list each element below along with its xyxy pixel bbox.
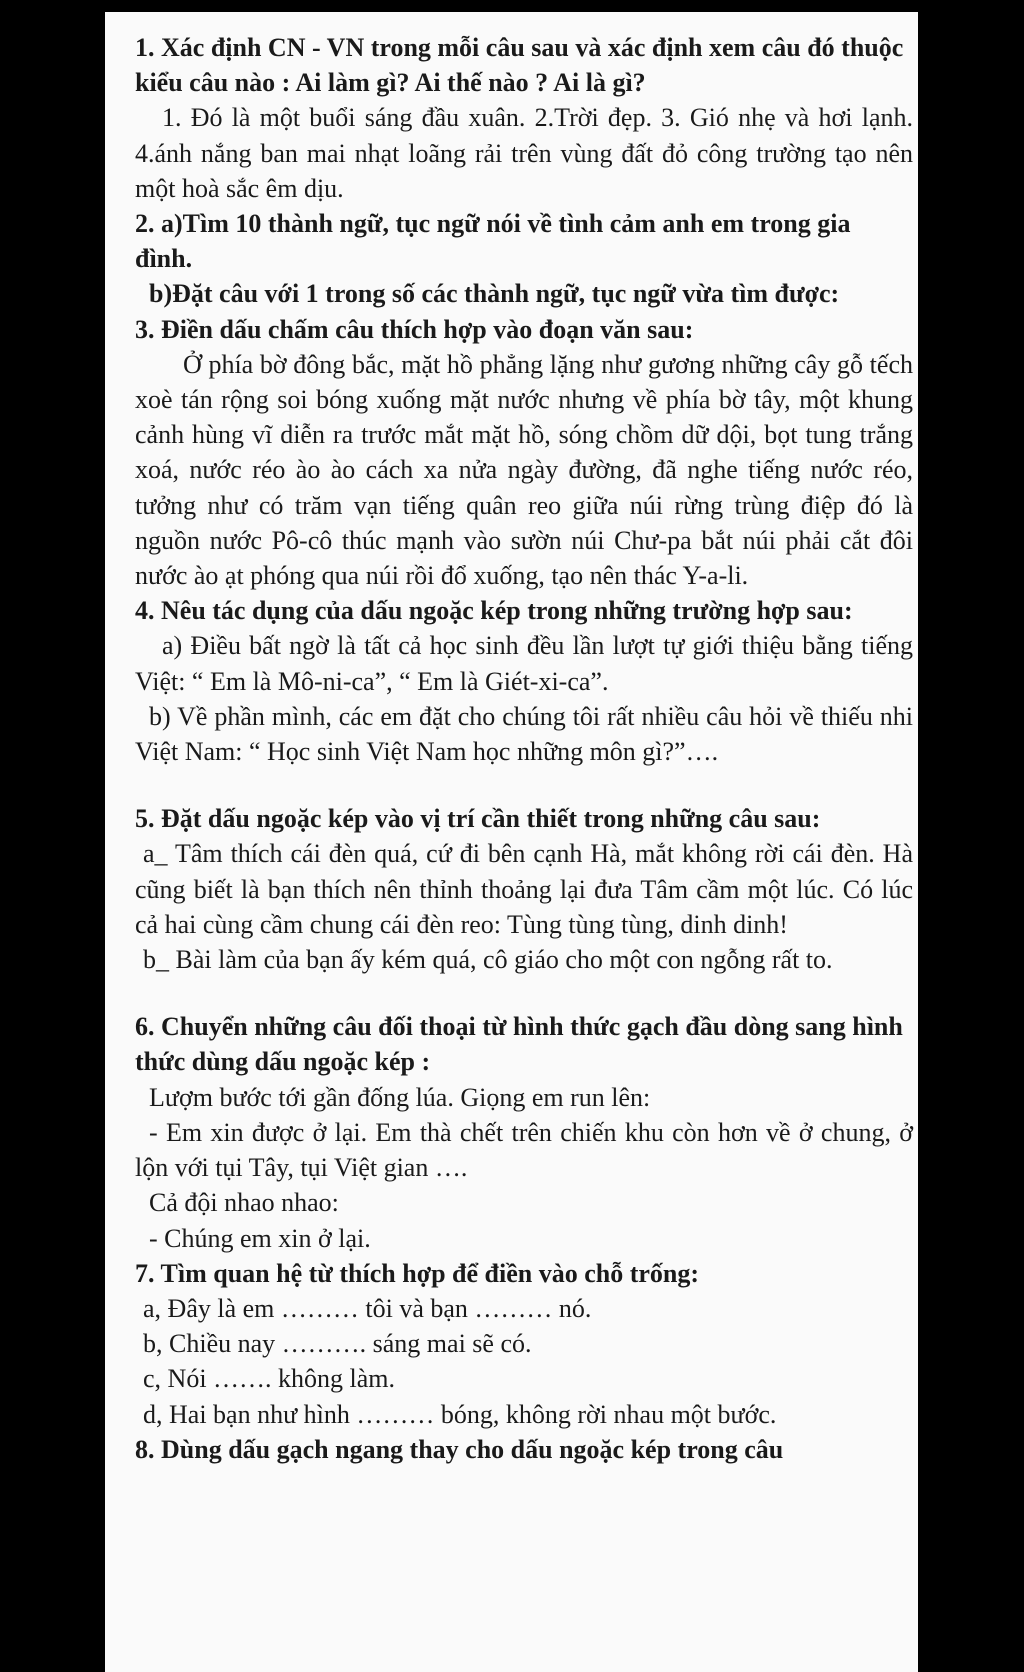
- question-8-title: 8. Dùng dấu gạch ngang thay cho dấu ngoặc kép trong câu: [135, 1434, 784, 1464]
- question-7-title: 7. Tìm quan hệ từ thích hợp để điền vào chỗ trống:: [135, 1258, 700, 1288]
- question-7-item-b: b, Chiều nay ………. sáng mai sẽ có.: [143, 1329, 532, 1359]
- question-7-item-a: a, Đây là em ……… tôi và bạn ……… nó.: [143, 1293, 592, 1323]
- question-5-item-a: a_ Tâm thích cái đèn quá, cứ đi bên cạnh Hà, mắt không rời cái đèn. Hà cũng biết là bạn thích nên thỉnh thoảng lại đưa Tâm cầm một lúc. Có lúc cả hai cùng cầm chung cái đèn reo: Tùng tùng tùng, dinh dinh!: [135, 839, 913, 939]
- question-1-text: 1. Đó là một buổi sáng đầu xuân. 2.Trời đẹp. 3. Gió nhẹ và hơi lạnh. 4.ánh nắng ban mai nhạt loãng rải trên vùng đất đỏ công trường tạo nên một hoà sắc êm dịu.: [135, 103, 913, 203]
- question-4-title: 4. Nêu tác dụng của dấu ngoặc kép trong những trường hợp sau:: [135, 596, 853, 626]
- question-7-item-c: c, Nói ……. không làm.: [143, 1364, 396, 1394]
- question-6-line-4: - Chúng em xin ở lại.: [149, 1223, 371, 1253]
- question-3-title: 3. Điền dấu chấm câu thích hợp vào đoạn văn sau:: [135, 314, 694, 344]
- question-7-item-d: d, Hai bạn như hình ……… bóng, không rời nhau một bước.: [143, 1399, 777, 1429]
- question-5-item-b: b_ Bài làm của bạn ấy kém quá, cô giáo cho một con ngỗng rất to.: [143, 945, 833, 975]
- question-4-item-a: a) Điều bất ngờ là tất cả học sinh đều lần lượt tự giới thiệu bằng tiếng Việt: “ Em là Mô-ni-ca”, “ Em là Giét-xi-ca”.: [135, 631, 913, 696]
- question-2-part-b: b)Đặt câu với 1 trong số các thành ngữ, tục ngữ vừa tìm được:: [149, 279, 840, 309]
- document-content: [135, 30, 913, 1467]
- question-5-title: 5. Đặt dấu ngoặc kép vào vị trí cần thiết trong những câu sau:: [135, 804, 821, 834]
- question-4-item-b: b) Về phần mình, các em đặt cho chúng tôi rất nhiều câu hỏi về thiếu nhi Việt Nam: “ Học sinh Việt Nam học những môn gì?”….: [135, 701, 913, 767]
- question-6-line-3: Cả đội nhao nhao:: [149, 1188, 339, 1218]
- document-page: [105, 12, 918, 1672]
- question-3-text: Ở phía bờ đông bắc, mặt hồ phẳng lặng như gương những cây gỗ tếch xoè tán rộng soi bóng xuống mặt nước nhưng về phía bờ tây, một khung cảnh hùng vĩ diễn ra trước mắt mặt hồ, sóng chồm dữ dội, bọt tung trắng xoá, nước réo ào ào cách xa nửa ngày đường, đã nghe tiếng nước réo, tưởng như có trăm vạn tiếng quân reo giữa núi rừng trùng điệp đó là nguồn nước Pô-cô thúc mạnh vào sườn núi Chư-pa bắt núi phải cắt đôi nước ào ạt phóng qua núi rồi đổ xuống, tạo nên thác Y-a-li.: [135, 349, 913, 591]
- spacer: [135, 977, 913, 1009]
- spacer: [135, 769, 913, 801]
- question-1-title: 1. Xác định CN - VN trong mỗi câu sau và xác định xem câu đó thuộc kiểu câu nào : Ai làm gì? Ai thế nào ? Ai là gì?: [135, 33, 904, 98]
- question-6-line-1: Lượm bước tới gần đống lúa. Giọng em run lên:: [149, 1082, 651, 1112]
- question-6-line-2: - Em xin được ở lại. Em thà chết trên chiến khu còn hơn về ở chung, ở lộn với tụi Tây, tụi Việt gian ….: [135, 1117, 913, 1183]
- question-6-title: 6. Chuyển những câu đối thoại từ hình thức gạch đầu dòng sang hình thức dùng dấu ngoặc kép :: [135, 1012, 903, 1077]
- question-2-title: 2. a)Tìm 10 thành ngữ, tục ngữ nói về tình cảm anh em trong gia đình.: [135, 209, 851, 274]
